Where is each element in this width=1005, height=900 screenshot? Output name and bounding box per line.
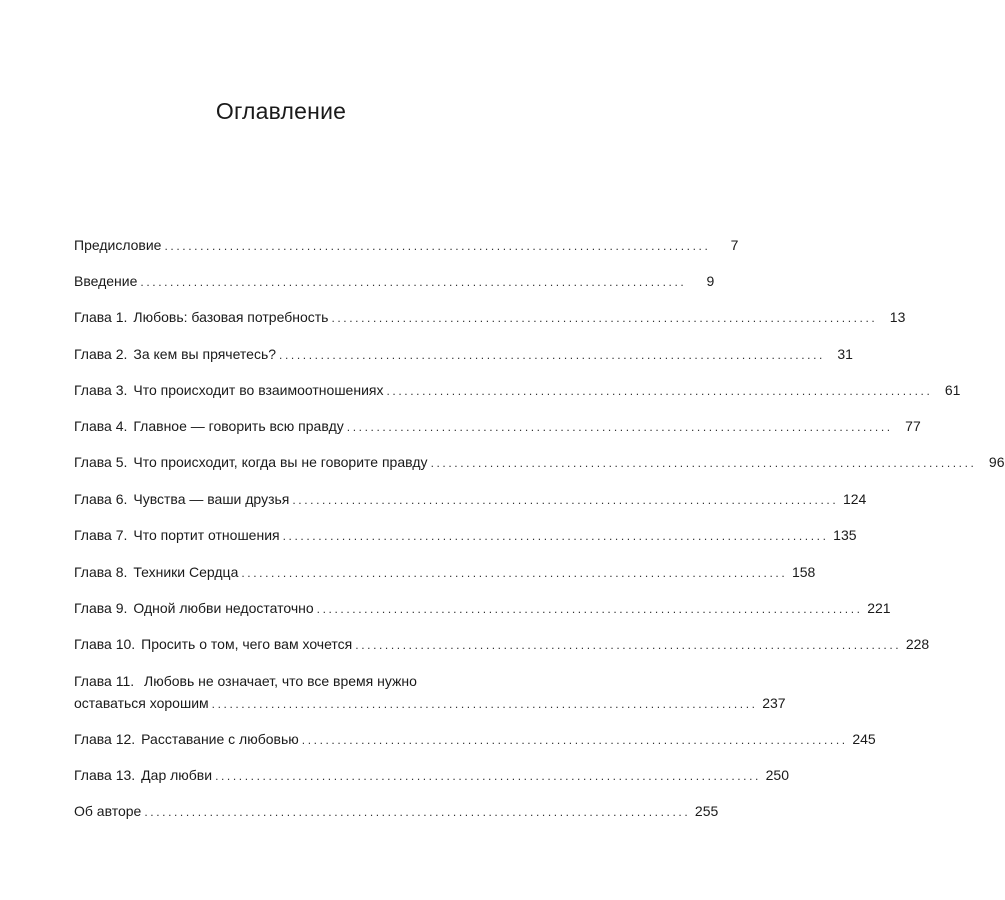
dot-leader: ............................................................................................ <box>282 529 829 543</box>
dot-leader: ............................................................................................ <box>241 566 788 580</box>
entry-name-continuation: оставаться хорошим <box>74 695 209 711</box>
toc-entry-chapter-4 <box>74 417 921 435</box>
dot-leader: ............................................................................................ <box>386 384 933 398</box>
entry-name: Любовь: базовая потребность <box>133 309 329 325</box>
toc-entry-chapter-7 <box>74 526 857 544</box>
entry-name: Предисловие <box>74 237 162 253</box>
dot-leader: ............................................................................................ <box>301 733 848 747</box>
toc-entry-chapter-1 <box>74 308 906 326</box>
page-number: 9 <box>706 273 715 289</box>
entry-name: Расставание с любовью <box>141 731 299 747</box>
page-number: 31 <box>837 346 853 362</box>
entry-name: Главное — говорить всю правду <box>133 418 344 434</box>
entry-name: За кем вы прячетесь? <box>133 346 277 362</box>
dot-leader: ............................................................................................ <box>164 239 711 253</box>
page-number: 250 <box>765 767 789 783</box>
chapter-number: Глава 11. <box>74 673 135 689</box>
entry-name: Что портит отношения <box>133 527 280 543</box>
dot-leader: ............................................................................................ <box>144 805 691 819</box>
page-number: 13 <box>889 309 906 325</box>
page-number: 96 <box>988 454 1005 470</box>
entry-name: Любовь не означает, что все время нужно <box>144 673 417 689</box>
chapter-number: Глава 3. <box>74 382 128 398</box>
chapter-number: Глава 6. <box>74 491 128 507</box>
page-number: 221 <box>867 600 891 616</box>
toc-entry-chapter-8 <box>74 563 816 581</box>
page-number: 255 <box>694 803 719 819</box>
dot-leader: ............................................................................................ <box>140 275 687 289</box>
dot-leader: ............................................................................................ <box>316 602 863 616</box>
page-number: 245 <box>852 731 876 747</box>
page-number: 7 <box>730 237 739 253</box>
page-number: 228 <box>905 636 930 652</box>
toc-entry-about-author <box>74 802 719 820</box>
chapter-number: Глава 10. <box>74 636 136 652</box>
dot-leader: ............................................................................................ <box>346 420 893 434</box>
dot-leader: ............................................................................................ <box>215 769 761 783</box>
chapter-number: Глава 9. <box>74 600 128 616</box>
entry-name: Что происходит во взаимоотношениях <box>133 382 384 398</box>
dot-leader: ............................................................................................ <box>430 456 977 470</box>
chapter-number: Глава 12. <box>74 731 136 747</box>
entry-name: Техники Сердца <box>133 564 239 580</box>
page-number: 158 <box>791 564 816 580</box>
chapter-number: Глава 13. <box>74 767 136 783</box>
dot-leader: ............................................................................................ <box>355 638 902 652</box>
toc-entry-chapter-10 <box>74 635 930 653</box>
toc-entry-chapter-6 <box>74 490 867 508</box>
entry-name: Чувства — ваши друзья <box>133 491 290 507</box>
page-number: 135 <box>833 527 857 543</box>
toc-entry-chapter-13 <box>74 766 789 784</box>
chapter-number: Глава 4. <box>74 418 128 434</box>
chapter-number: Глава 5. <box>74 454 128 470</box>
toc-entry-chapter-5 <box>74 453 1005 471</box>
chapter-number: Глава 1. <box>74 309 128 325</box>
dot-leader: ............................................................................................ <box>331 311 878 325</box>
page-title: Оглавление <box>215 98 347 124</box>
page-number: 124 <box>842 491 867 507</box>
toc-entry-preface <box>74 236 739 254</box>
page-number: 77 <box>905 418 921 434</box>
dot-leader: ............................................................................................ <box>279 348 825 362</box>
dot-leader: ............................................................................................ <box>292 493 839 507</box>
chapter-number: Глава 8. <box>74 564 128 580</box>
toc-entry-chapter-2 <box>74 345 853 363</box>
entry-name: Одной любви недостаточно <box>133 600 314 616</box>
toc-entry-chapter-9 <box>74 599 891 617</box>
entry-name: Что происходит, когда вы не говорите правду <box>133 454 428 470</box>
page-number: 237 <box>762 695 786 711</box>
toc-entry-chapter-12 <box>74 730 876 748</box>
dot-leader: ............................................................................................ <box>211 697 758 711</box>
entry-name: Об авторе <box>74 803 142 819</box>
entry-name: Введение <box>74 273 138 289</box>
page-number: 61 <box>944 382 961 398</box>
entry-name: Дар любви <box>141 767 213 783</box>
chapter-number: Глава 7. <box>74 527 128 543</box>
toc-entry-introduction <box>74 272 715 290</box>
chapter-number: Глава 2. <box>74 346 128 362</box>
entry-name: Просить о том, чего вам хочется <box>141 636 353 652</box>
toc-entry-chapter-3 <box>74 381 961 399</box>
toc-entry-chapter-11 <box>74 672 786 712</box>
